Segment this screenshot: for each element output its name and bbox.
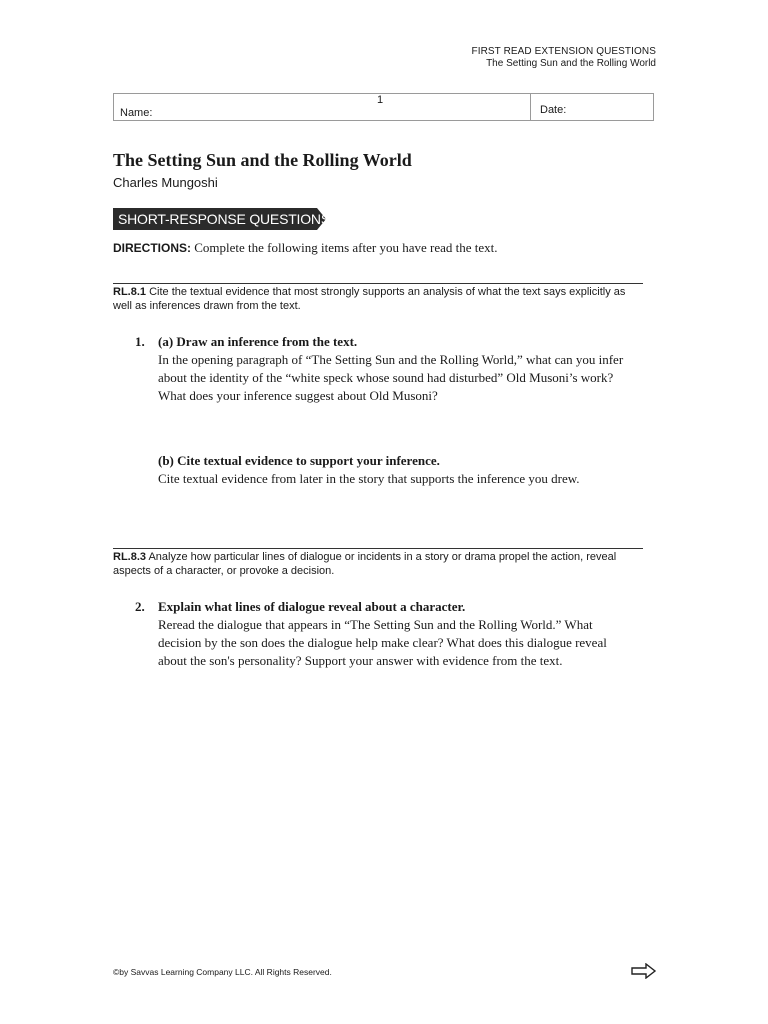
standard-text: Cite the textual evidence that most strongly supports an analysis of what the text says explicitly as well as inferences drawn from the text.	[113, 286, 626, 312]
question-heading: (a) Draw an inference from the text.	[158, 334, 358, 349]
standard-rl81	[113, 286, 643, 313]
divider-line	[113, 548, 643, 549]
author-name: Charles Mungoshi	[113, 175, 218, 190]
question-number: 2.	[135, 599, 145, 614]
directions	[113, 240, 498, 256]
name-date-divider	[530, 94, 531, 120]
question-heading: (b) Cite textual evidence to support your inference.	[158, 453, 440, 468]
directions-text: Complete the following items after you have read the text.	[194, 240, 498, 255]
question-2a	[158, 598, 638, 670]
question-prompt: Reread the dialogue that appears in “The Setting Sun and the Rolling World.” What decision by the son does the dialogue help make clear? What does this dialogue reveal about the son's personality? Support your answer with evidence from the text.	[158, 617, 607, 668]
name-date-box	[113, 93, 654, 121]
copyright-footer: ©by Savvas Learning Company LLC. All Rights Reserved.	[113, 967, 332, 977]
name-field-label: Name:	[120, 107, 153, 119]
question-1b	[158, 452, 638, 488]
question-prompt: Cite textual evidence from later in the story that supports the inference you drew.	[158, 471, 580, 486]
question-prompt: In the opening paragraph of “The Setting Sun and the Rolling World,” what can you infer about the identity of the “white speck whose sound had disturbed” Old Musoni’s work? What does your inference suggest about Old Musoni?	[158, 352, 624, 403]
document-title: The Setting Sun and the Rolling World	[113, 150, 412, 170]
date-field-label: Date:	[540, 104, 567, 116]
standard-code: RL.8.3	[113, 551, 147, 563]
section-banner-label: SHORT-RESPONSE QUESTIONS	[118, 211, 330, 227]
standard-rl83	[113, 551, 643, 578]
header-text-title: The Setting Sun and the Rolling World	[486, 58, 656, 69]
directions-label: DIRECTIONS:	[113, 241, 191, 255]
right-arrow-icon[interactable]	[631, 963, 657, 984]
standard-text: Analyze how particular lines of dialogue or incidents in a story or drama propel the action, reveal aspects of a character, or provoke a decision.	[113, 551, 617, 577]
question-1a	[158, 333, 628, 405]
header-series-label: FIRST READ EXTENSION QUESTIONS	[471, 46, 656, 57]
page-number: 1	[377, 94, 384, 106]
question-heading: Explain what lines of dialogue reveal about a character.	[158, 599, 466, 614]
question-number: 1.	[135, 334, 145, 349]
divider-line	[113, 283, 643, 284]
standard-code: RL.8.1	[113, 286, 147, 298]
